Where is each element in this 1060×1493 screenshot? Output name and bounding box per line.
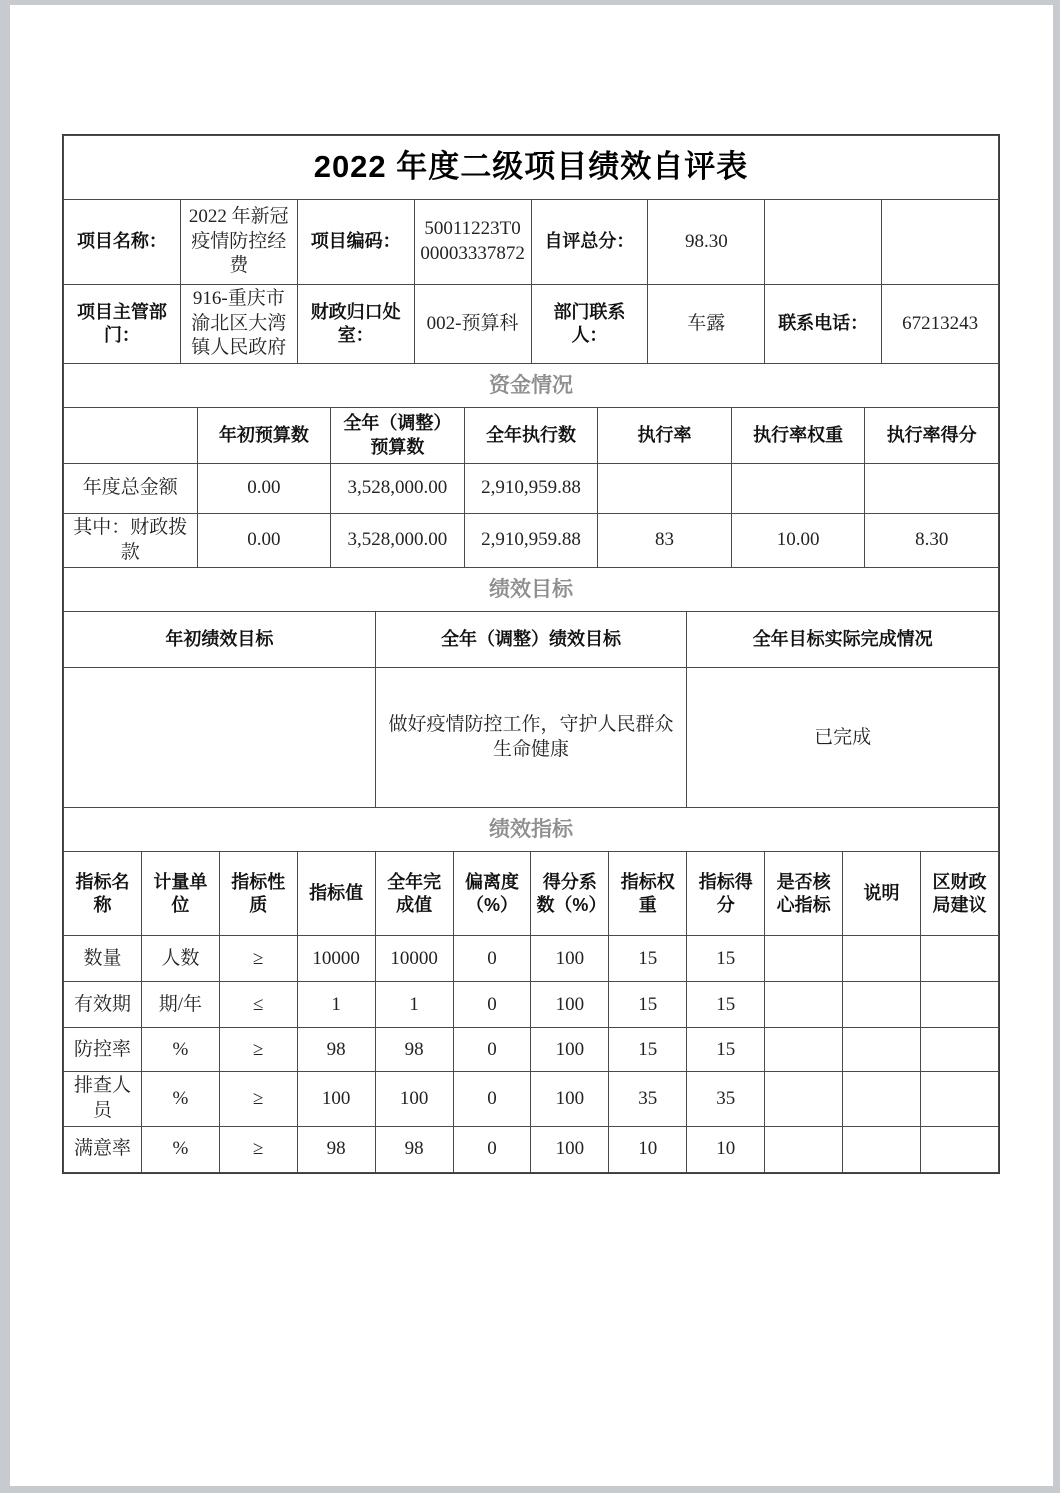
indicator-cell: 期/年 bbox=[141, 982, 219, 1028]
indicator-header-cell: 得分系数（%） bbox=[531, 852, 609, 936]
funding-table bbox=[63, 407, 999, 568]
document-page bbox=[10, 5, 1053, 1486]
funding-header-cell bbox=[64, 408, 198, 464]
indicator-cell: 35 bbox=[687, 1072, 765, 1126]
indicator-cell bbox=[765, 1028, 843, 1072]
indicators-section-table bbox=[63, 807, 999, 852]
dept-value: 916-重庆市渝北区大湾镇人民政府 bbox=[180, 285, 297, 364]
indicator-cell: 15 bbox=[687, 936, 765, 982]
funding-row-label: 年度总金额 bbox=[64, 464, 198, 514]
indicator-cell: 10000 bbox=[297, 936, 375, 982]
indicator-cell: 100 bbox=[531, 982, 609, 1028]
indicator-header-cell: 说明 bbox=[843, 852, 921, 936]
indicator-cell bbox=[765, 1072, 843, 1126]
indicator-cell bbox=[920, 982, 998, 1028]
table-row bbox=[64, 936, 999, 982]
indicator-header-cell: 指标权重 bbox=[609, 852, 687, 936]
goals-header-cell: 全年（调整）绩效目标 bbox=[375, 612, 687, 668]
table-row bbox=[64, 1072, 999, 1126]
project-code-value: 50011223T000003337872 bbox=[414, 200, 531, 285]
indicator-cell: 有效期 bbox=[64, 982, 142, 1028]
phone-value: 67213243 bbox=[882, 285, 999, 364]
funding-cell: 10.00 bbox=[731, 514, 865, 568]
finance-office-label: 财政归口处室： bbox=[297, 285, 414, 364]
indicator-cell: 98 bbox=[375, 1028, 453, 1072]
indicator-header-cell: 是否核心指标 bbox=[765, 852, 843, 936]
funding-cell: 0.00 bbox=[197, 514, 331, 568]
contact-value: 车露 bbox=[648, 285, 765, 364]
table-header-row bbox=[64, 852, 999, 936]
indicator-cell: 满意率 bbox=[64, 1126, 142, 1172]
project-name-value: 2022 年新冠疫情防控经费 bbox=[180, 200, 297, 285]
table-row bbox=[64, 514, 999, 568]
indicator-cell: 人数 bbox=[141, 936, 219, 982]
funding-cell: 2,910,959.88 bbox=[464, 514, 598, 568]
funding-section-table bbox=[63, 363, 999, 408]
phone-label: 联系电话： bbox=[765, 285, 882, 364]
funding-header-cell: 全年（调整）预算数 bbox=[331, 408, 465, 464]
indicator-cell: 100 bbox=[531, 936, 609, 982]
indicator-cell: 15 bbox=[609, 936, 687, 982]
title-table bbox=[63, 135, 999, 200]
document-title: 2022 年度二级项目绩效自评表 bbox=[64, 136, 999, 200]
indicator-cell: 100 bbox=[531, 1126, 609, 1172]
indicator-cell: 0 bbox=[453, 982, 531, 1028]
goal-initial-cell bbox=[64, 668, 376, 808]
table-row bbox=[64, 1028, 999, 1072]
funding-cell: 2,910,959.88 bbox=[464, 464, 598, 514]
indicator-cell: 10 bbox=[687, 1126, 765, 1172]
section-header-goals: 绩效目标 bbox=[64, 568, 999, 612]
table-row bbox=[64, 1126, 999, 1172]
indicator-header-cell: 区财政局建议 bbox=[920, 852, 998, 936]
indicator-cell: 10000 bbox=[375, 936, 453, 982]
self-score-label: 自评总分： bbox=[531, 200, 648, 285]
self-score-value: 98.30 bbox=[648, 200, 765, 285]
indicator-cell: 15 bbox=[687, 982, 765, 1028]
funding-cell: 3,528,000.00 bbox=[331, 464, 465, 514]
indicator-header-cell: 指标性质 bbox=[219, 852, 297, 936]
goals-table bbox=[63, 611, 999, 808]
indicator-cell: % bbox=[141, 1126, 219, 1172]
indicator-cell bbox=[843, 1072, 921, 1126]
funding-cell: 83 bbox=[598, 514, 732, 568]
indicator-cell: 15 bbox=[687, 1028, 765, 1072]
section-header-indicators: 绩效指标 bbox=[64, 808, 999, 852]
indicator-cell: 100 bbox=[531, 1028, 609, 1072]
indicator-cell bbox=[920, 1072, 998, 1126]
indicator-cell: 排查人员 bbox=[64, 1072, 142, 1126]
project-code-label: 项目编码： bbox=[297, 200, 414, 285]
funding-cell: 3,528,000.00 bbox=[331, 514, 465, 568]
indicator-header-cell: 指标值 bbox=[297, 852, 375, 936]
indicator-cell: 0 bbox=[453, 1126, 531, 1172]
indicator-cell: 98 bbox=[375, 1126, 453, 1172]
indicator-cell: 1 bbox=[375, 982, 453, 1028]
indicator-header-cell: 全年完成值 bbox=[375, 852, 453, 936]
funding-cell: 8.30 bbox=[865, 514, 999, 568]
indicator-header-cell: 指标名称 bbox=[64, 852, 142, 936]
funding-header-cell: 执行率权重 bbox=[731, 408, 865, 464]
indicator-cell bbox=[765, 1126, 843, 1172]
contact-label: 部门联系人： bbox=[531, 285, 648, 364]
indicator-cell bbox=[843, 982, 921, 1028]
indicator-cell: 98 bbox=[297, 1126, 375, 1172]
funding-cell bbox=[598, 464, 732, 514]
table-row bbox=[64, 668, 999, 808]
finance-office-value: 002-预算科 bbox=[414, 285, 531, 364]
dept-label: 项目主管部门： bbox=[64, 285, 181, 364]
funding-header-cell: 执行率 bbox=[598, 408, 732, 464]
indicator-cell: ≥ bbox=[219, 1028, 297, 1072]
funding-cell bbox=[865, 464, 999, 514]
indicator-cell: 防控率 bbox=[64, 1028, 142, 1072]
indicator-cell: 数量 bbox=[64, 936, 142, 982]
funding-cell: 0.00 bbox=[197, 464, 331, 514]
indicator-cell: ≥ bbox=[219, 936, 297, 982]
indicator-cell: 100 bbox=[375, 1072, 453, 1126]
indicator-cell: 0 bbox=[453, 936, 531, 982]
goals-section-table bbox=[63, 567, 999, 612]
indicator-cell: % bbox=[141, 1028, 219, 1072]
indicator-cell bbox=[765, 936, 843, 982]
empty-cell bbox=[882, 200, 999, 285]
indicator-cell: 100 bbox=[531, 1072, 609, 1126]
indicator-cell bbox=[920, 1028, 998, 1072]
indicator-cell bbox=[765, 982, 843, 1028]
indicator-cell: 98 bbox=[297, 1028, 375, 1072]
goals-header-cell: 年初绩效目标 bbox=[64, 612, 376, 668]
indicator-cell bbox=[920, 1126, 998, 1172]
indicator-header-cell: 偏离度（%） bbox=[453, 852, 531, 936]
indicator-cell bbox=[843, 1126, 921, 1172]
indicator-cell: ≥ bbox=[219, 1072, 297, 1126]
goal-adjusted-cell: 做好疫情防控工作，守护人民群众生命健康 bbox=[375, 668, 687, 808]
indicator-cell: 15 bbox=[609, 982, 687, 1028]
indicator-cell: 15 bbox=[609, 1028, 687, 1072]
indicator-cell: ≥ bbox=[219, 1126, 297, 1172]
indicator-header-cell: 指标得分 bbox=[687, 852, 765, 936]
table-header-row bbox=[64, 408, 999, 464]
funding-cell bbox=[731, 464, 865, 514]
funding-header-cell: 执行率得分 bbox=[865, 408, 999, 464]
table-row bbox=[64, 464, 999, 514]
indicators-table bbox=[63, 851, 999, 1172]
indicator-cell bbox=[843, 936, 921, 982]
project-name-label: 项目名称： bbox=[64, 200, 181, 285]
indicator-cell: 1 bbox=[297, 982, 375, 1028]
funding-header-cell: 年初预算数 bbox=[197, 408, 331, 464]
indicator-header-cell: 计量单位 bbox=[141, 852, 219, 936]
funding-row-label: 其中：财政拨款 bbox=[64, 514, 198, 568]
indicator-cell: % bbox=[141, 1072, 219, 1126]
project-info-table bbox=[63, 199, 999, 364]
indicator-cell: 10 bbox=[609, 1126, 687, 1172]
indicator-cell bbox=[843, 1028, 921, 1072]
funding-header-cell: 全年执行数 bbox=[464, 408, 598, 464]
section-header-funding: 资金情况 bbox=[64, 364, 999, 408]
goal-completion-cell: 已完成 bbox=[687, 668, 999, 808]
table-row bbox=[64, 200, 999, 285]
indicator-cell: 35 bbox=[609, 1072, 687, 1126]
self-evaluation-table bbox=[62, 134, 1000, 1174]
indicator-cell: 0 bbox=[453, 1028, 531, 1072]
indicator-cell: 0 bbox=[453, 1072, 531, 1126]
table-header-row bbox=[64, 612, 999, 668]
goals-header-cell: 全年目标实际完成情况 bbox=[687, 612, 999, 668]
indicator-cell: 100 bbox=[297, 1072, 375, 1126]
table-row bbox=[64, 982, 999, 1028]
indicator-cell: ≤ bbox=[219, 982, 297, 1028]
table-row bbox=[64, 285, 999, 364]
empty-cell bbox=[765, 200, 882, 285]
indicator-cell bbox=[920, 936, 998, 982]
